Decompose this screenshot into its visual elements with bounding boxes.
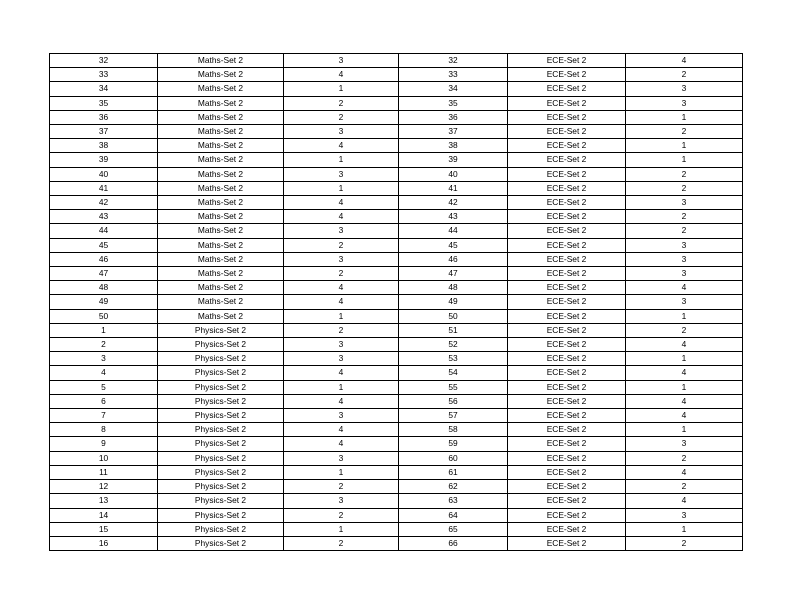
table-row — [50, 366, 743, 380]
table-row — [50, 352, 743, 366]
answer-option-cell: 1 — [626, 352, 743, 366]
subject-set-cell: Maths-Set 2 — [158, 167, 284, 181]
subject-set-cell: Maths-Set 2 — [158, 125, 284, 139]
subject-set-cell: Maths-Set 2 — [158, 238, 284, 252]
question-number-cell: 43 — [399, 210, 508, 224]
table-row — [50, 338, 743, 352]
answer-option-cell: 4 — [284, 139, 399, 153]
question-number-cell: 41 — [50, 181, 158, 195]
answer-option-cell: 4 — [284, 295, 399, 309]
answer-option-cell: 1 — [284, 82, 399, 96]
question-number-cell: 32 — [50, 54, 158, 68]
question-number-cell: 9 — [50, 437, 158, 451]
answer-option-cell: 2 — [626, 181, 743, 195]
table-row — [50, 494, 743, 508]
subject-set-cell: Maths-Set 2 — [158, 281, 284, 295]
subject-set-cell: Maths-Set 2 — [158, 110, 284, 124]
question-number-cell: 44 — [399, 224, 508, 238]
subject-set-cell: ECE-Set 2 — [508, 380, 626, 394]
answer-option-cell: 4 — [626, 281, 743, 295]
answer-option-cell: 1 — [626, 153, 743, 167]
subject-set-cell: Physics-Set 2 — [158, 437, 284, 451]
subject-set-cell: Physics-Set 2 — [158, 465, 284, 479]
answer-option-cell: 2 — [626, 167, 743, 181]
question-number-cell: 32 — [399, 54, 508, 68]
table-row — [50, 153, 743, 167]
answer-option-cell: 2 — [284, 480, 399, 494]
subject-set-cell: ECE-Set 2 — [508, 423, 626, 437]
question-number-cell: 53 — [399, 352, 508, 366]
subject-set-cell: Maths-Set 2 — [158, 295, 284, 309]
question-number-cell: 47 — [50, 267, 158, 281]
answer-option-cell: 3 — [284, 409, 399, 423]
table-row — [50, 224, 743, 238]
subject-set-cell: ECE-Set 2 — [508, 238, 626, 252]
question-number-cell: 43 — [50, 210, 158, 224]
subject-set-cell: ECE-Set 2 — [508, 125, 626, 139]
table-row — [50, 267, 743, 281]
answer-key-table — [49, 53, 743, 551]
answer-option-cell: 3 — [626, 508, 743, 522]
answer-option-cell: 1 — [284, 465, 399, 479]
table-row — [50, 238, 743, 252]
subject-set-cell: Maths-Set 2 — [158, 181, 284, 195]
answer-option-cell: 4 — [626, 366, 743, 380]
answer-option-cell: 2 — [284, 267, 399, 281]
answer-option-cell: 2 — [626, 323, 743, 337]
question-number-cell: 50 — [50, 309, 158, 323]
question-number-cell: 33 — [399, 68, 508, 82]
answer-option-cell: 3 — [284, 54, 399, 68]
table-row — [50, 323, 743, 337]
answer-option-cell: 2 — [284, 110, 399, 124]
subject-set-cell: ECE-Set 2 — [508, 394, 626, 408]
question-number-cell: 45 — [50, 238, 158, 252]
subject-set-cell: ECE-Set 2 — [508, 409, 626, 423]
table-row — [50, 68, 743, 82]
question-number-cell: 15 — [50, 522, 158, 536]
answer-option-cell: 4 — [626, 54, 743, 68]
table-row — [50, 96, 743, 110]
question-number-cell: 40 — [50, 167, 158, 181]
subject-set-cell: ECE-Set 2 — [508, 338, 626, 352]
question-number-cell: 49 — [399, 295, 508, 309]
table-row — [50, 210, 743, 224]
table-row — [50, 125, 743, 139]
subject-set-cell: ECE-Set 2 — [508, 494, 626, 508]
question-number-cell: 66 — [399, 536, 508, 550]
question-number-cell: 65 — [399, 522, 508, 536]
question-number-cell: 46 — [50, 252, 158, 266]
subject-set-cell: ECE-Set 2 — [508, 480, 626, 494]
subject-set-cell: Maths-Set 2 — [158, 224, 284, 238]
table-row — [50, 295, 743, 309]
table-row — [50, 167, 743, 181]
subject-set-cell: Physics-Set 2 — [158, 338, 284, 352]
question-number-cell: 16 — [50, 536, 158, 550]
answer-option-cell: 4 — [626, 465, 743, 479]
subject-set-cell: Maths-Set 2 — [158, 252, 284, 266]
answer-option-cell: 1 — [626, 309, 743, 323]
question-number-cell: 62 — [399, 480, 508, 494]
answer-option-cell: 4 — [284, 437, 399, 451]
question-number-cell: 48 — [399, 281, 508, 295]
subject-set-cell: Physics-Set 2 — [158, 366, 284, 380]
answer-option-cell: 1 — [626, 423, 743, 437]
answer-option-cell: 4 — [284, 196, 399, 210]
subject-set-cell: Maths-Set 2 — [158, 54, 284, 68]
subject-set-cell: Maths-Set 2 — [158, 153, 284, 167]
answer-option-cell: 2 — [626, 68, 743, 82]
answer-option-cell: 4 — [284, 210, 399, 224]
table-row — [50, 110, 743, 124]
question-number-cell: 42 — [50, 196, 158, 210]
question-number-cell: 3 — [50, 352, 158, 366]
question-number-cell: 6 — [50, 394, 158, 408]
answer-option-cell: 3 — [626, 238, 743, 252]
question-number-cell: 35 — [399, 96, 508, 110]
answer-option-cell: 4 — [284, 423, 399, 437]
subject-set-cell: ECE-Set 2 — [508, 366, 626, 380]
answer-option-cell: 3 — [284, 252, 399, 266]
subject-set-cell: Physics-Set 2 — [158, 451, 284, 465]
question-number-cell: 52 — [399, 338, 508, 352]
question-number-cell: 63 — [399, 494, 508, 508]
question-number-cell: 42 — [399, 196, 508, 210]
table-row — [50, 181, 743, 195]
answer-option-cell: 4 — [284, 68, 399, 82]
subject-set-cell: ECE-Set 2 — [508, 295, 626, 309]
subject-set-cell: Physics-Set 2 — [158, 380, 284, 394]
answer-option-cell: 4 — [284, 281, 399, 295]
subject-set-cell: ECE-Set 2 — [508, 139, 626, 153]
question-number-cell: 37 — [399, 125, 508, 139]
table-row — [50, 82, 743, 96]
subject-set-cell: Maths-Set 2 — [158, 210, 284, 224]
answer-option-cell: 2 — [626, 125, 743, 139]
question-number-cell: 37 — [50, 125, 158, 139]
table-row — [50, 480, 743, 494]
question-number-cell: 39 — [50, 153, 158, 167]
subject-set-cell: Physics-Set 2 — [158, 494, 284, 508]
question-number-cell: 2 — [50, 338, 158, 352]
table-row — [50, 465, 743, 479]
question-number-cell: 7 — [50, 409, 158, 423]
question-number-cell: 51 — [399, 323, 508, 337]
subject-set-cell: Maths-Set 2 — [158, 82, 284, 96]
table-row — [50, 196, 743, 210]
answer-option-cell: 3 — [284, 494, 399, 508]
answer-option-cell: 2 — [626, 451, 743, 465]
answer-option-cell: 1 — [284, 153, 399, 167]
answer-option-cell: 3 — [626, 267, 743, 281]
subject-set-cell: Maths-Set 2 — [158, 68, 284, 82]
subject-set-cell: ECE-Set 2 — [508, 68, 626, 82]
question-number-cell: 5 — [50, 380, 158, 394]
answer-option-cell: 4 — [284, 394, 399, 408]
answer-option-cell: 1 — [626, 522, 743, 536]
question-number-cell: 39 — [399, 153, 508, 167]
answer-option-cell: 2 — [284, 238, 399, 252]
answer-option-cell: 2 — [284, 508, 399, 522]
question-number-cell: 58 — [399, 423, 508, 437]
question-number-cell: 48 — [50, 281, 158, 295]
question-number-cell: 45 — [399, 238, 508, 252]
subject-set-cell: ECE-Set 2 — [508, 267, 626, 281]
answer-option-cell: 3 — [284, 224, 399, 238]
answer-key-table-body — [50, 54, 743, 551]
subject-set-cell: ECE-Set 2 — [508, 252, 626, 266]
subject-set-cell: ECE-Set 2 — [508, 508, 626, 522]
subject-set-cell: Physics-Set 2 — [158, 409, 284, 423]
table-row — [50, 522, 743, 536]
question-number-cell: 10 — [50, 451, 158, 465]
subject-set-cell: ECE-Set 2 — [508, 153, 626, 167]
answer-option-cell: 1 — [284, 522, 399, 536]
question-number-cell: 44 — [50, 224, 158, 238]
answer-option-cell: 1 — [626, 380, 743, 394]
question-number-cell: 47 — [399, 267, 508, 281]
answer-option-cell: 2 — [626, 480, 743, 494]
table-row — [50, 423, 743, 437]
subject-set-cell: Physics-Set 2 — [158, 480, 284, 494]
answer-option-cell: 3 — [626, 82, 743, 96]
subject-set-cell: Maths-Set 2 — [158, 309, 284, 323]
table-row — [50, 380, 743, 394]
subject-set-cell: ECE-Set 2 — [508, 536, 626, 550]
answer-option-cell: 4 — [626, 409, 743, 423]
question-number-cell: 41 — [399, 181, 508, 195]
question-number-cell: 13 — [50, 494, 158, 508]
answer-option-cell: 4 — [626, 394, 743, 408]
answer-option-cell: 3 — [284, 451, 399, 465]
subject-set-cell: Physics-Set 2 — [158, 394, 284, 408]
table-row — [50, 281, 743, 295]
question-number-cell: 57 — [399, 409, 508, 423]
question-number-cell: 33 — [50, 68, 158, 82]
subject-set-cell: ECE-Set 2 — [508, 224, 626, 238]
subject-set-cell: Maths-Set 2 — [158, 267, 284, 281]
question-number-cell: 36 — [399, 110, 508, 124]
subject-set-cell: Physics-Set 2 — [158, 352, 284, 366]
answer-option-cell: 2 — [284, 536, 399, 550]
subject-set-cell: ECE-Set 2 — [508, 54, 626, 68]
question-number-cell: 4 — [50, 366, 158, 380]
table-row — [50, 451, 743, 465]
answer-option-cell: 3 — [284, 167, 399, 181]
answer-option-cell: 2 — [626, 536, 743, 550]
question-number-cell: 34 — [399, 82, 508, 96]
subject-set-cell: ECE-Set 2 — [508, 281, 626, 295]
question-number-cell: 35 — [50, 96, 158, 110]
answer-option-cell: 2 — [284, 323, 399, 337]
subject-set-cell: Physics-Set 2 — [158, 423, 284, 437]
subject-set-cell: ECE-Set 2 — [508, 451, 626, 465]
question-number-cell: 46 — [399, 252, 508, 266]
table-row — [50, 394, 743, 408]
table-row — [50, 252, 743, 266]
answer-option-cell: 3 — [626, 295, 743, 309]
question-number-cell: 38 — [399, 139, 508, 153]
answer-option-cell: 1 — [284, 309, 399, 323]
question-number-cell: 56 — [399, 394, 508, 408]
answer-option-cell: 3 — [626, 437, 743, 451]
question-number-cell: 54 — [399, 366, 508, 380]
question-number-cell: 34 — [50, 82, 158, 96]
table-row — [50, 536, 743, 550]
subject-set-cell: ECE-Set 2 — [508, 352, 626, 366]
answer-option-cell: 3 — [626, 196, 743, 210]
subject-set-cell: ECE-Set 2 — [508, 437, 626, 451]
subject-set-cell: ECE-Set 2 — [508, 110, 626, 124]
question-number-cell: 49 — [50, 295, 158, 309]
subject-set-cell: ECE-Set 2 — [508, 210, 626, 224]
subject-set-cell: ECE-Set 2 — [508, 167, 626, 181]
answer-option-cell: 1 — [284, 181, 399, 195]
subject-set-cell: Maths-Set 2 — [158, 196, 284, 210]
subject-set-cell: ECE-Set 2 — [508, 465, 626, 479]
subject-set-cell: Physics-Set 2 — [158, 536, 284, 550]
subject-set-cell: ECE-Set 2 — [508, 181, 626, 195]
answer-option-cell: 3 — [626, 252, 743, 266]
subject-set-cell: Physics-Set 2 — [158, 508, 284, 522]
subject-set-cell: ECE-Set 2 — [508, 196, 626, 210]
answer-option-cell: 2 — [284, 96, 399, 110]
table-row — [50, 508, 743, 522]
question-number-cell: 38 — [50, 139, 158, 153]
answer-option-cell: 4 — [626, 338, 743, 352]
subject-set-cell: ECE-Set 2 — [508, 323, 626, 337]
answer-option-cell: 3 — [284, 338, 399, 352]
answer-option-cell: 1 — [284, 380, 399, 394]
question-number-cell: 61 — [399, 465, 508, 479]
answer-option-cell: 1 — [626, 139, 743, 153]
table-row — [50, 139, 743, 153]
question-number-cell: 40 — [399, 167, 508, 181]
question-number-cell: 60 — [399, 451, 508, 465]
subject-set-cell: ECE-Set 2 — [508, 96, 626, 110]
question-number-cell: 36 — [50, 110, 158, 124]
answer-option-cell: 2 — [626, 224, 743, 238]
subject-set-cell: ECE-Set 2 — [508, 309, 626, 323]
question-number-cell: 12 — [50, 480, 158, 494]
answer-option-cell: 3 — [284, 125, 399, 139]
answer-option-cell: 3 — [626, 96, 743, 110]
subject-set-cell: ECE-Set 2 — [508, 522, 626, 536]
answer-option-cell: 3 — [284, 352, 399, 366]
question-number-cell: 55 — [399, 380, 508, 394]
table-row — [50, 409, 743, 423]
answer-option-cell: 4 — [626, 494, 743, 508]
question-number-cell: 14 — [50, 508, 158, 522]
question-number-cell: 50 — [399, 309, 508, 323]
answer-option-cell: 1 — [626, 110, 743, 124]
table-row — [50, 437, 743, 451]
subject-set-cell: Physics-Set 2 — [158, 522, 284, 536]
subject-set-cell: Physics-Set 2 — [158, 323, 284, 337]
table-row — [50, 54, 743, 68]
question-number-cell: 11 — [50, 465, 158, 479]
question-number-cell: 59 — [399, 437, 508, 451]
question-number-cell: 64 — [399, 508, 508, 522]
table-row — [50, 309, 743, 323]
subject-set-cell: Maths-Set 2 — [158, 139, 284, 153]
answer-option-cell: 4 — [284, 366, 399, 380]
answer-option-cell: 2 — [626, 210, 743, 224]
question-number-cell: 1 — [50, 323, 158, 337]
subject-set-cell: Maths-Set 2 — [158, 96, 284, 110]
question-number-cell: 8 — [50, 423, 158, 437]
subject-set-cell: ECE-Set 2 — [508, 82, 626, 96]
